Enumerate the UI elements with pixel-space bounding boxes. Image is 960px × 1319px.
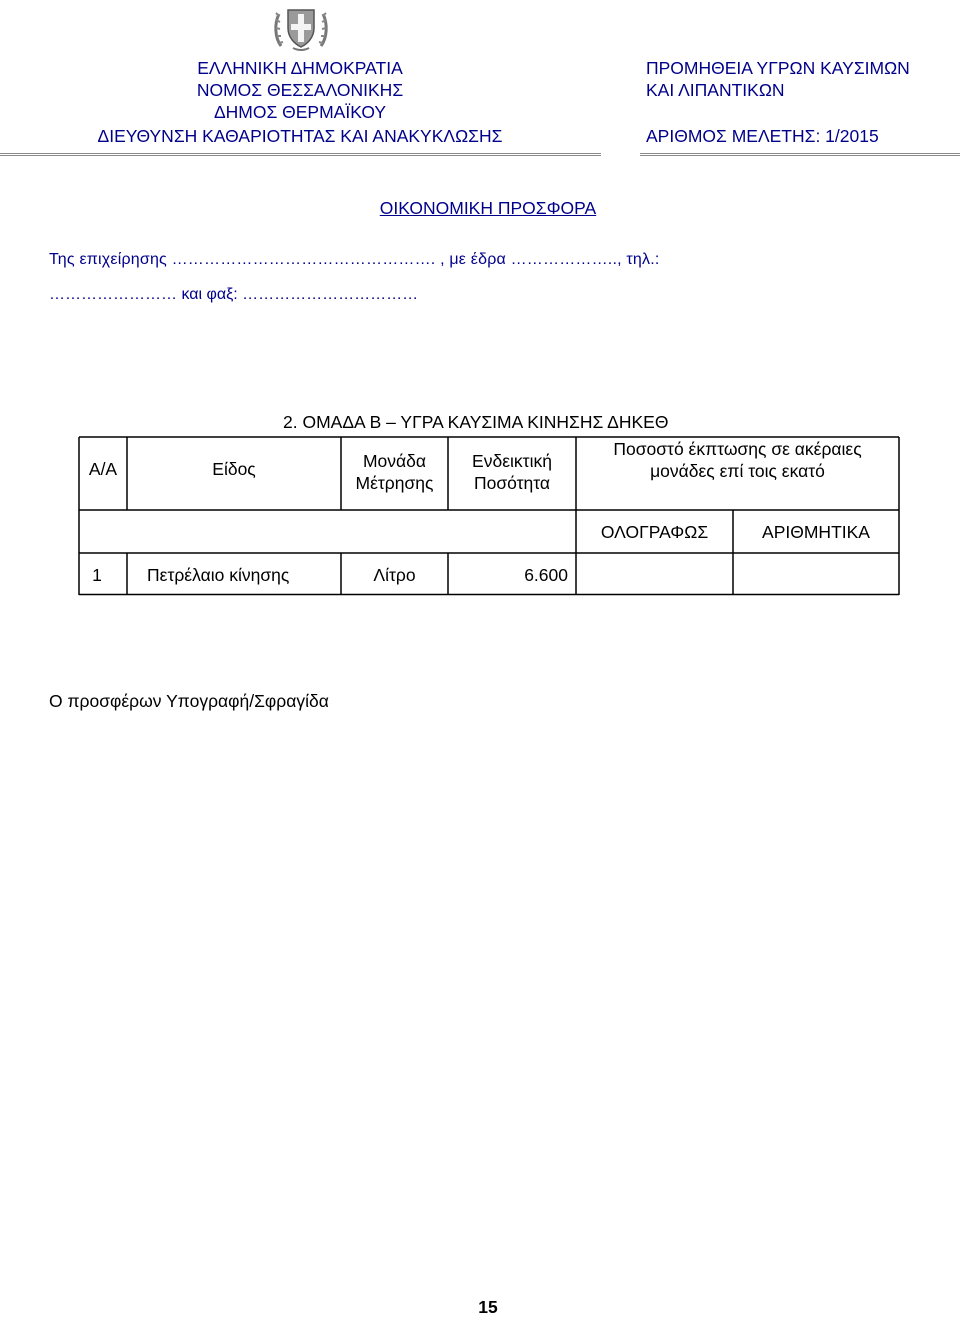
header-procurement-line1: ΠΡΟΜΗΘΕΙΑ ΥΓΡΩΝ ΚΑΥΣΙΜΩΝ: [646, 58, 910, 78]
col-header-in-numbers: ΑΡΙΘΜΗΤΙΚΑ: [762, 522, 870, 542]
table-row-item: Πετρέλαιο κίνησης: [147, 565, 290, 585]
fax-details-line: …………………… και φαξ: ……………………………: [49, 286, 419, 303]
signature-line: Ο προσφέρων Υπογραφή/Σφραγίδα: [49, 691, 329, 711]
col-header-unit-line2: Μέτρησης: [355, 473, 434, 493]
table-row-aa: 1: [92, 565, 102, 585]
header-prefecture: ΝΟΜΟΣ ΘΕΣΣΑΛΟΝΙΚΗΣ: [196, 80, 404, 100]
col-header-item: Είδος: [212, 459, 256, 479]
header-study-number: ΑΡΙΘΜΟΣ ΜΕΛΕΤΗΣ: 1/2015: [646, 126, 879, 146]
header-country: ΕΛΛΗΝΙΚΗ ΔΗΜΟΚΡΑΤΙΑ: [197, 58, 403, 78]
col-header-aa: Α/Α: [88, 459, 118, 479]
col-header-unit-line1: Μονάδα: [362, 451, 427, 471]
offer-title: ΟΙΚΟΝΟΜΙΚΗ ΠΡΟΣΦΟΡΑ: [379, 198, 597, 218]
header-municipality: ΔΗΜΟΣ ΘΕΡΜΑΪΚΟΥ: [213, 102, 387, 122]
table-row-unit: Λίτρο: [373, 565, 416, 585]
col-header-qty-line2: Ποσότητα: [473, 473, 551, 493]
col-header-discount-line1: Ποσοστό έκπτωσης σε ακέραιες: [613, 439, 862, 459]
group-title: 2. ΟΜΑΔΑ Β – ΥΓΡΑ ΚΑΥΣΙΜΑ ΚΙΝΗΣΗΣ ΔΗΚΕΘ: [283, 412, 669, 432]
col-header-qty-line1: Ενδεικτική: [472, 451, 552, 471]
col-header-discount-line2: μονάδες επί τοις εκατό: [650, 461, 825, 481]
firm-details-line: Της επιχείρησης …………………………………………. , με έδρα ……………….., τηλ.:: [49, 251, 660, 268]
header-directorate: ΔΙΕΥΘΥΝΣΗ ΚΑΘΑΡΙΟΤΗΤΑΣ ΚΑΙ ΑΝΑΚΥΚΛΩΣΗΣ: [97, 126, 503, 146]
table-row-qty: 6.600: [524, 565, 568, 585]
header-procurement-line2: ΚΑΙ ΛΙΠΑΝΤΙΚΩΝ: [646, 80, 785, 100]
page-number: 15: [478, 1297, 498, 1317]
col-header-in-words: ΟΛΟΓΡΑΦΩΣ: [600, 522, 709, 542]
